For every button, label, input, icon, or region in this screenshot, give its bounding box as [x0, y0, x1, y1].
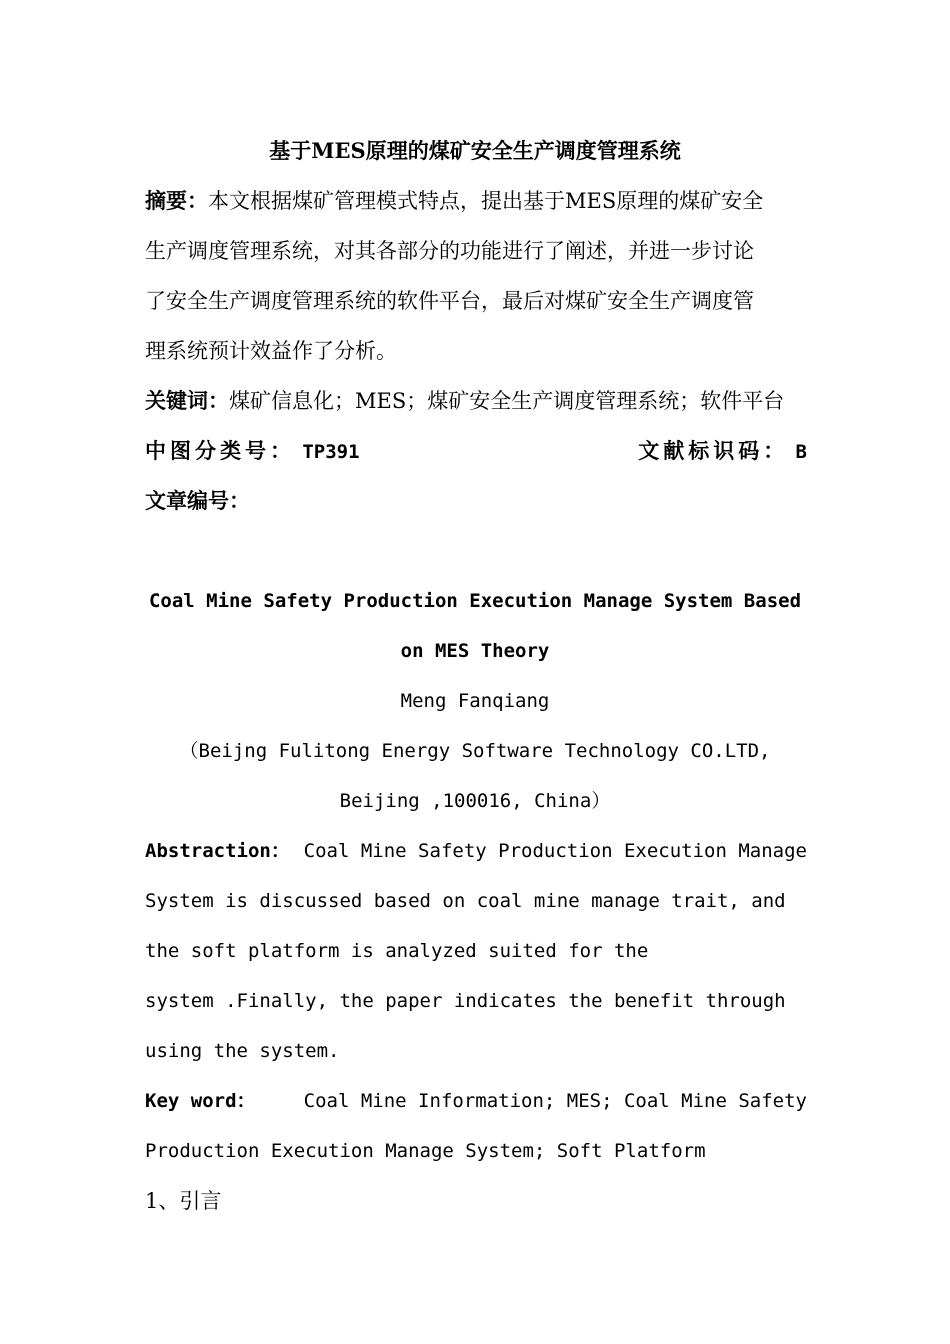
clc — [145, 426, 360, 476]
author: Meng Fanqiang — [400, 690, 550, 712]
article-number-label: 文章编号： — [145, 488, 250, 513]
abstract-en-line-5: using the system. — [145, 1040, 340, 1062]
abstract-cn-line-3: 了安全生产调度管理系统的软件平台，最后对煤矿安全生产调度管 — [145, 289, 754, 313]
abstract-en-text-1: Coal Mine Safety Production Execution Manage — [303, 840, 807, 862]
doc-code-value: B — [795, 441, 807, 463]
keywords-en-line-2: Production Execution Manage System; Soft Platform — [145, 1140, 706, 1162]
abstract-en-line-1 — [145, 826, 807, 876]
keywords-cn-label: 关键词： — [145, 388, 229, 413]
title-en-line-2: on MES Theory — [400, 640, 550, 662]
abstract-cn-line-1 — [145, 176, 807, 226]
abstract-cn-line-4: 理系统预计效益作了分析。 — [145, 339, 397, 363]
classification-row — [145, 426, 807, 476]
doc-code-label: 文献标识码： — [638, 438, 789, 463]
abstract-cn-label: 摘要： — [145, 188, 208, 213]
keywords-en-line-1 — [145, 1076, 807, 1126]
keywords-en-label: Key word： — [145, 1090, 256, 1112]
keywords-cn — [145, 376, 807, 426]
section-1-heading: 1、引言 — [145, 1189, 222, 1213]
abstract-en-line-3: the soft platform is analyzed suited for the — [145, 940, 649, 962]
abstract-en-line-4: system .Finally, the paper indicates the benefit through — [145, 990, 786, 1012]
title-cn: 基于MES原理的煤矿安全生产调度管理系统 — [269, 138, 681, 163]
abstract-en-line-2: System is discussed based on coal mine manage trait, and — [145, 890, 786, 912]
keywords-cn-text: 煤矿信息化；MES；煤矿安全生产调度管理系统；软件平台 — [229, 389, 785, 413]
clc-value: TP391 — [302, 441, 360, 463]
clc-label: 中图分类号： — [145, 438, 295, 463]
doc-code — [638, 426, 807, 476]
abstract-cn-line-2: 生产调度管理系统，对其各部分的功能进行了阐述，并进一步讨论 — [145, 239, 754, 263]
abstract-cn-text-1: 本文根据煤矿管理模式特点，提出基于MES原理的煤矿安全 — [208, 189, 764, 213]
title-en-line-1: Coal Mine Safety Production Execution Manage System Based — [148, 590, 802, 612]
affiliation-line-1: （Beijng Fulitong Energy Software Technology CO.LTD, — [179, 740, 771, 762]
affiliation-line-2: Beijing ,100016, China） — [339, 790, 611, 812]
keywords-en-text-1: Coal Mine Information; MES; Coal Mine Safety — [303, 1090, 807, 1112]
abstract-en-label: Abstraction： — [145, 840, 290, 862]
